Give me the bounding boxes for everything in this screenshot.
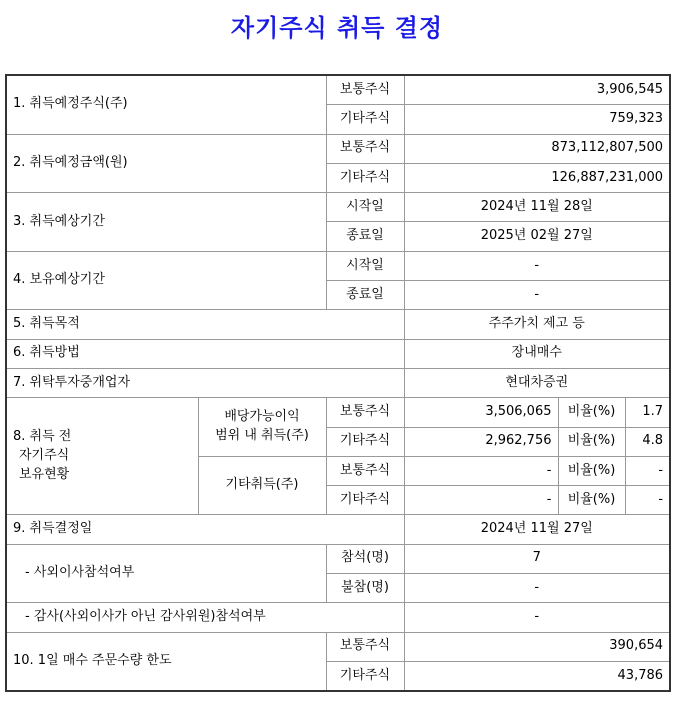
row-label: 3. 취득예상기간	[6, 193, 326, 252]
value-cell: 390,654	[404, 632, 670, 661]
ratio-value: -	[625, 486, 670, 515]
value-cell: 43,786	[404, 661, 670, 691]
table-row	[6, 603, 670, 632]
row-label: - 사외이사참석여부	[6, 544, 326, 603]
row-label: 6. 취득방법	[6, 339, 404, 368]
value-cell: -	[404, 486, 558, 515]
value-cell: 현대차증권	[404, 368, 670, 397]
row-label: - 감사(사외이사가 아닌 감사위원)참석여부	[6, 603, 404, 632]
value-cell: 주주가치 제고 등	[404, 310, 670, 339]
ratio-label: 비율(%)	[558, 486, 625, 515]
ratio-label: 비율(%)	[558, 427, 625, 456]
value-cell: -	[404, 251, 670, 280]
page-title: 자기주식 취득 결정	[230, 13, 444, 42]
ratio-label: 비율(%)	[558, 398, 625, 427]
row-label-line: 보유현황	[19, 466, 70, 482]
end-date-label: 종료일	[326, 222, 404, 251]
sub-label-line: 배당가능이익	[224, 409, 300, 425]
table-row	[6, 134, 670, 163]
ratio-label: 비율(%)	[558, 456, 625, 485]
row-label: 10. 1일 매수 주문수량 한도	[6, 632, 326, 691]
row-label: 2. 취득예정금액(원)	[6, 134, 326, 193]
start-date-label: 시작일	[326, 193, 404, 222]
ratio-value: -	[625, 456, 670, 485]
common-stock-label: 보통주식	[326, 456, 404, 485]
sub-label	[198, 398, 326, 457]
row-label: 9. 취득결정일	[6, 515, 404, 544]
start-date-label: 시작일	[326, 251, 404, 280]
table-row	[6, 544, 670, 573]
other-stock-label: 기타주식	[326, 105, 404, 134]
ratio-value: 4.8	[625, 427, 670, 456]
value-cell: 3,506,065	[404, 398, 558, 427]
common-stock-label: 보통주식	[326, 632, 404, 661]
value-cell: -	[404, 603, 670, 632]
value-cell: -	[404, 574, 670, 603]
value-cell: 759,323	[404, 105, 670, 134]
other-stock-label: 기타주식	[326, 486, 404, 515]
row-label: 1. 취득예정주식(주)	[6, 75, 326, 134]
table-row	[6, 310, 670, 339]
table-row	[6, 251, 670, 280]
common-stock-label: 보통주식	[326, 75, 404, 105]
value-cell: 2024년 11월 28일	[404, 193, 670, 222]
absent-label: 불참(명)	[326, 574, 404, 603]
row-label: 7. 위탁투자중개업자	[6, 368, 404, 397]
end-date-label: 종료일	[326, 281, 404, 310]
value-cell: -	[404, 456, 558, 485]
sub-label: 기타취득(주)	[198, 456, 326, 515]
row-label	[6, 398, 198, 515]
common-stock-label: 보통주식	[326, 398, 404, 427]
table-row	[6, 339, 670, 368]
table-row	[6, 632, 670, 661]
ratio-value: 1.7	[625, 398, 670, 427]
attend-label: 참석(명)	[326, 544, 404, 573]
value-cell: 장내매수	[404, 339, 670, 368]
value-cell: 873,112,807,500	[404, 134, 670, 163]
row-label-line: 자기주식	[19, 447, 70, 463]
other-stock-label: 기타주식	[326, 427, 404, 456]
table-row	[6, 398, 670, 427]
row-label: 5. 취득목적	[6, 310, 404, 339]
row-label-line: 8. 취득 전	[13, 429, 72, 445]
value-cell: 3,906,545	[404, 75, 670, 105]
common-stock-label: 보통주식	[326, 134, 404, 163]
row-label: 4. 보유예상기간	[6, 251, 326, 310]
disclosure-table	[5, 74, 671, 692]
value-cell: 2,962,756	[404, 427, 558, 456]
value-cell: 126,887,231,000	[404, 163, 670, 192]
value-cell: 2024년 11월 27일	[404, 515, 670, 544]
table-row	[6, 368, 670, 397]
other-stock-label: 기타주식	[326, 661, 404, 691]
value-cell: 7	[404, 544, 670, 573]
value-cell: -	[404, 281, 670, 310]
table-row	[6, 515, 670, 544]
sub-label-line: 범위 내 취득(주)	[215, 428, 309, 444]
table-row	[6, 193, 670, 222]
other-stock-label: 기타주식	[326, 163, 404, 192]
table-row	[6, 75, 670, 105]
value-cell: 2025년 02월 27일	[404, 222, 670, 251]
